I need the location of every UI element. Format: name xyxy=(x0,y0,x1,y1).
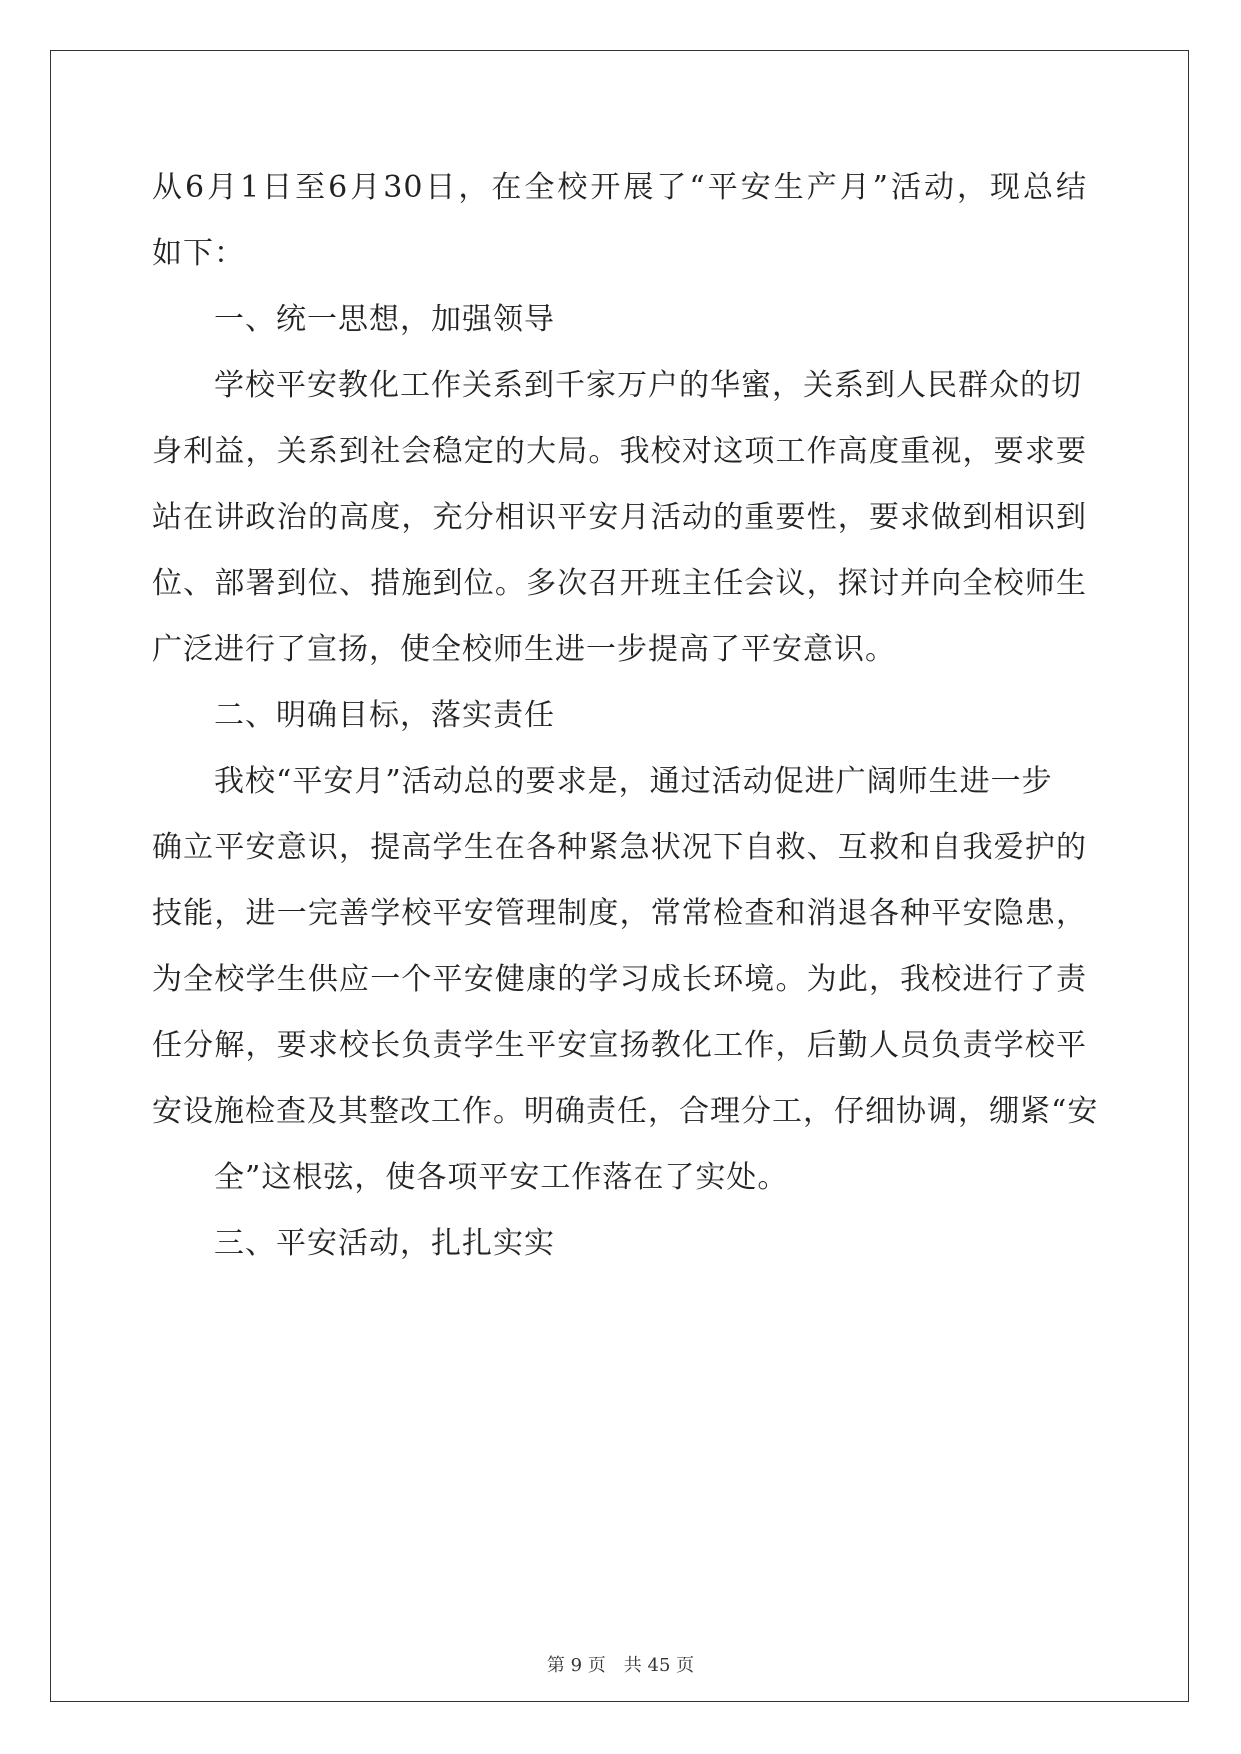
paragraph-line: 位、部署到位、措施到位。多次召开班主任会议，探讨并向全校师生 xyxy=(152,566,1087,601)
paragraph-line: 安设施检查及其整改工作。明确责任，合理分工，仔细协调，绷紧“安 xyxy=(152,1094,1099,1129)
paragraph-line: 身利益，关系到社会稳定的大局。我校对这项工作高度重视，要求要 xyxy=(152,434,1087,469)
paragraph-line: 站在讲政治的高度，充分相识平安月活动的重要性，要求做到相识到 xyxy=(152,500,1087,535)
page-border xyxy=(50,50,1189,1702)
section-heading: 一、统一思想，加强领导 xyxy=(214,302,555,337)
paragraph-line: 确立平安意识，提高学生在各种紧急状况下自救、互救和自我爱护的 xyxy=(152,830,1087,865)
page-number: 第 9 页 共 45 页 xyxy=(546,1655,695,1676)
paragraph-line: 我校“平安月”活动总的要求是，通过活动促进广阔师生进一步 xyxy=(214,764,1053,799)
paragraph-line: 学校平安教化工作关系到千家万户的华蜜，关系到人民群众的切 xyxy=(214,368,1082,403)
paragraph-line: 技能，进一完善学校平安管理制度，常常检查和消退各种平安隐患， xyxy=(152,896,1087,931)
paragraph-line: 如下： xyxy=(152,236,245,271)
section-heading: 三、平安活动，扎扎实实 xyxy=(214,1226,555,1261)
section-heading: 二、明确目标，落实责任 xyxy=(214,698,555,733)
paragraph-line: 任分解，要求校长负责学生平安宣扬教化工作，后勤人员负责学校平 xyxy=(152,1028,1087,1063)
paragraph-line: 为全校学生供应一个平安健康的学习成长环境。为此，我校进行了责 xyxy=(152,962,1087,997)
paragraph-line: 广泛进行了宣扬，使全校师生进一步提高了平安意识。 xyxy=(152,632,896,667)
paragraph-line: 从6月1日至6月30日，在全校开展了“平安生产月”活动，现总结 xyxy=(152,170,1087,205)
paragraph-line: 全”这根弦，使各项平安工作落在了实处。 xyxy=(214,1160,789,1195)
